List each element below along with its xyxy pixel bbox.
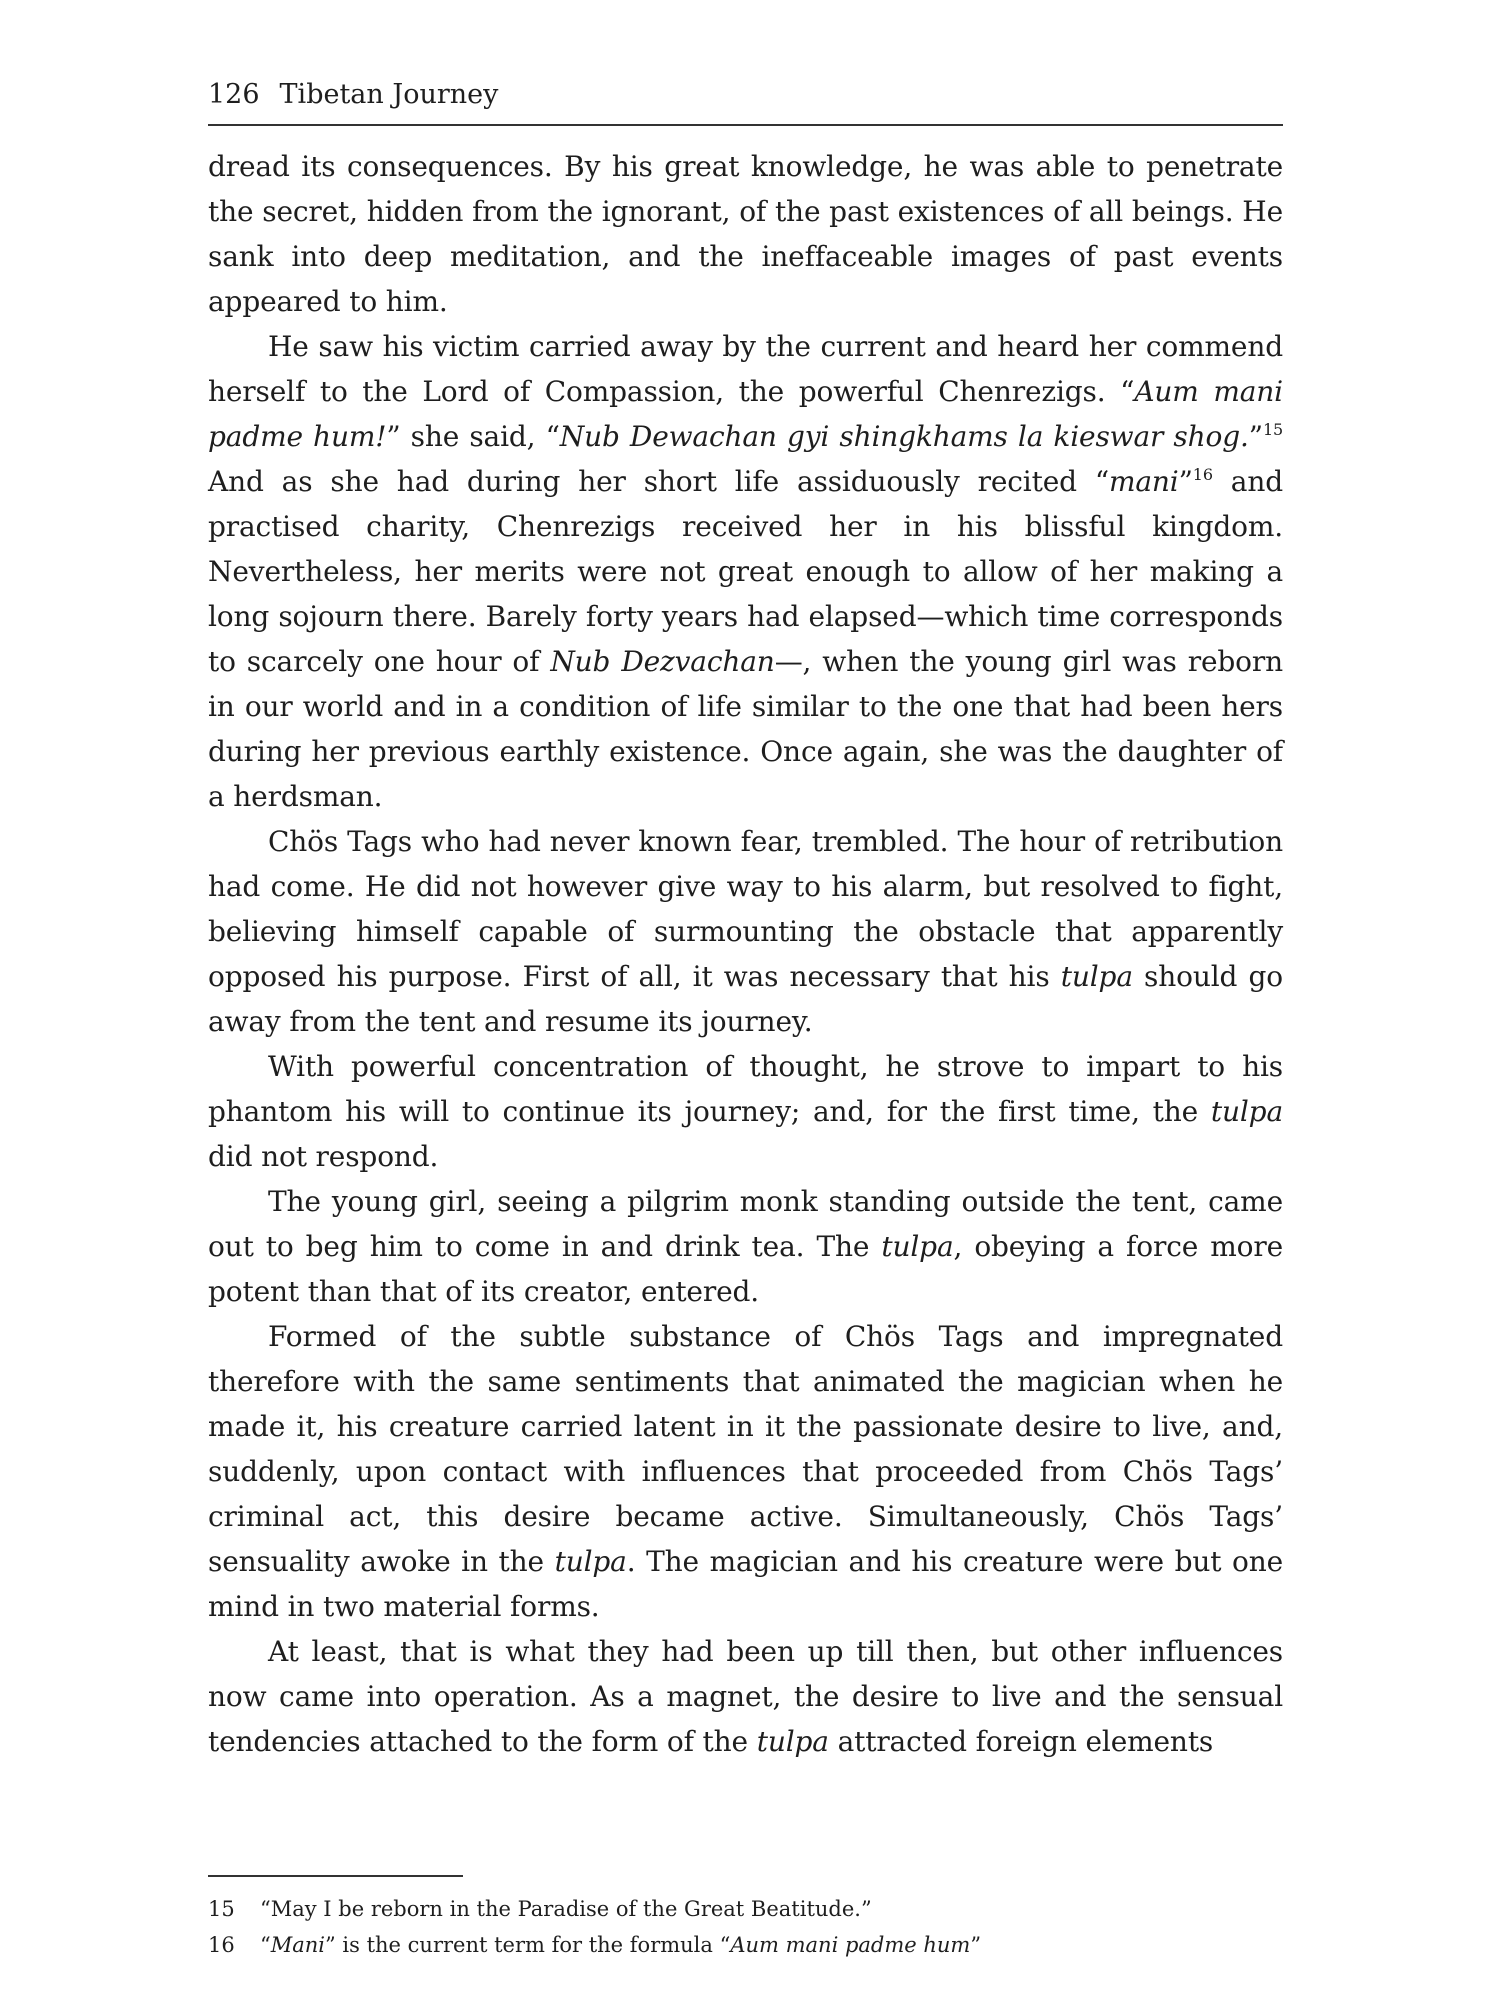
paragraph [208, 1044, 1283, 1179]
footnotes [208, 1875, 1283, 1963]
italic-text: Aum mani padme hum! [208, 375, 1283, 453]
text-run: Chös Tags who had never known fear, trembled. The hour of retribution had come. He did not however give way to his alarm, but resolved to fight, believing himself capable of surmounting the obstacle that apparently opposed his purpose. First of all, it was necessary that his [208, 825, 1283, 993]
text-run: ” she said, “ [386, 420, 560, 453]
footnote-text [260, 1891, 872, 1927]
footnote-number: 15 [208, 1897, 235, 1921]
text-run: “ [260, 1933, 271, 1957]
text-run: “May I be reborn in the Paradise of the Great Beatitude.” [260, 1897, 872, 1921]
text-run: He saw his victim carried away by the current and heard her commend herself to the Lord of Compassion, the powerful Chenrezigs. “ [208, 330, 1283, 408]
italic-text: tulpa [1060, 960, 1133, 993]
page-number: 126 [208, 79, 260, 110]
text-run: . The magician and his creature were but one mind in two material forms. [208, 1545, 1283, 1623]
italic-text: mani [1108, 465, 1179, 498]
paragraph [208, 1179, 1283, 1314]
text-run: Formed of the subtle substance of Chös Tags and impregnated therefore with the same sentiments that animated the magician when he made it, his creature carried latent in it the passionate desire to live, and, suddenly, upon contact with influences that proceeded from Chös Tags’ criminal act, this desire became active. Simultaneously, Chös Tags’ sensuality awoke in the [208, 1320, 1283, 1578]
italic-text: tulpa [554, 1545, 627, 1578]
footnote-number: 16 [208, 1933, 235, 1957]
italic-text: tulpa [881, 1230, 954, 1263]
footnote-reference: 15 [1262, 420, 1283, 439]
footnote [208, 1891, 1283, 1927]
footnote-text [260, 1927, 981, 1963]
running-title: Tibetan Journey [279, 79, 499, 110]
text-run: ” [1178, 465, 1193, 498]
italic-text: Nub Dezvachan [550, 645, 775, 678]
text-run: and practised charity, Chenrezigs received her in his blissful kingdom. Nevertheless, her merits were not great enough to allow of her making a long sojourn there. Barely forty years had elapsed—which time corresponds to scarcely one hour of [208, 465, 1283, 678]
paragraph [208, 819, 1283, 1044]
text-run: ” [970, 1933, 982, 1957]
footnote-reference: 16 [1192, 465, 1213, 484]
italic-text: Nub Dewachan gyi shingkhams la kieswar shog. [559, 420, 1249, 453]
italic-text: tulpa [1210, 1095, 1283, 1128]
paragraph [208, 1314, 1283, 1629]
paragraph [208, 1629, 1283, 1764]
text-run: dread its consequences. By his great knowledge, he was able to penetrate the secret, hidden from the ignorant, of the past existences of all beings. He sank into deep meditation, and the ineffaceable images of past events appeared to him. [208, 150, 1283, 318]
text-run: At least, that is what they had been up till then, but other influences now came into operation. As a magnet, the desire to live and the sensual tendencies attached to the form of the [208, 1635, 1283, 1758]
running-header [208, 78, 1283, 126]
text-run: The young girl, seeing a pilgrim monk standing outside the tent, came out to beg him to come in and drink tea. The [208, 1185, 1283, 1263]
text-run: ” [1248, 420, 1263, 453]
text-run: should go away from the tent and resume its journey. [208, 960, 1283, 1038]
italic-text: Aum mani padme hum [730, 1933, 971, 1957]
book-page [208, 78, 1283, 1764]
italic-text: tulpa [756, 1725, 829, 1758]
text-run: attracted foreign elements [828, 1725, 1214, 1758]
body-text [208, 144, 1283, 1764]
paragraph [208, 144, 1283, 324]
text-run: , obeying a force more potent than that of its creator, entered. [208, 1230, 1284, 1308]
italic-text: Mani [270, 1933, 326, 1957]
text-run: ” is the current term for the formula “ [325, 1933, 731, 1957]
paragraph [208, 324, 1283, 819]
footnote [208, 1927, 1283, 1963]
text-run: did not respond. [208, 1140, 439, 1173]
footnote-rule [208, 1875, 463, 1877]
text-run: And as she had during her short life assiduously recited “ [208, 465, 1109, 498]
text-run: —, when the young girl was reborn in our world and in a condition of life similar to the one that had been hers during her previous earthly existence. Once again, she was the daughter of a herdsman. [208, 645, 1283, 813]
text-run: With powerful concentration of thought, he strove to impart to his phantom his will to continue its journey; and, for the first time, the [208, 1050, 1283, 1128]
